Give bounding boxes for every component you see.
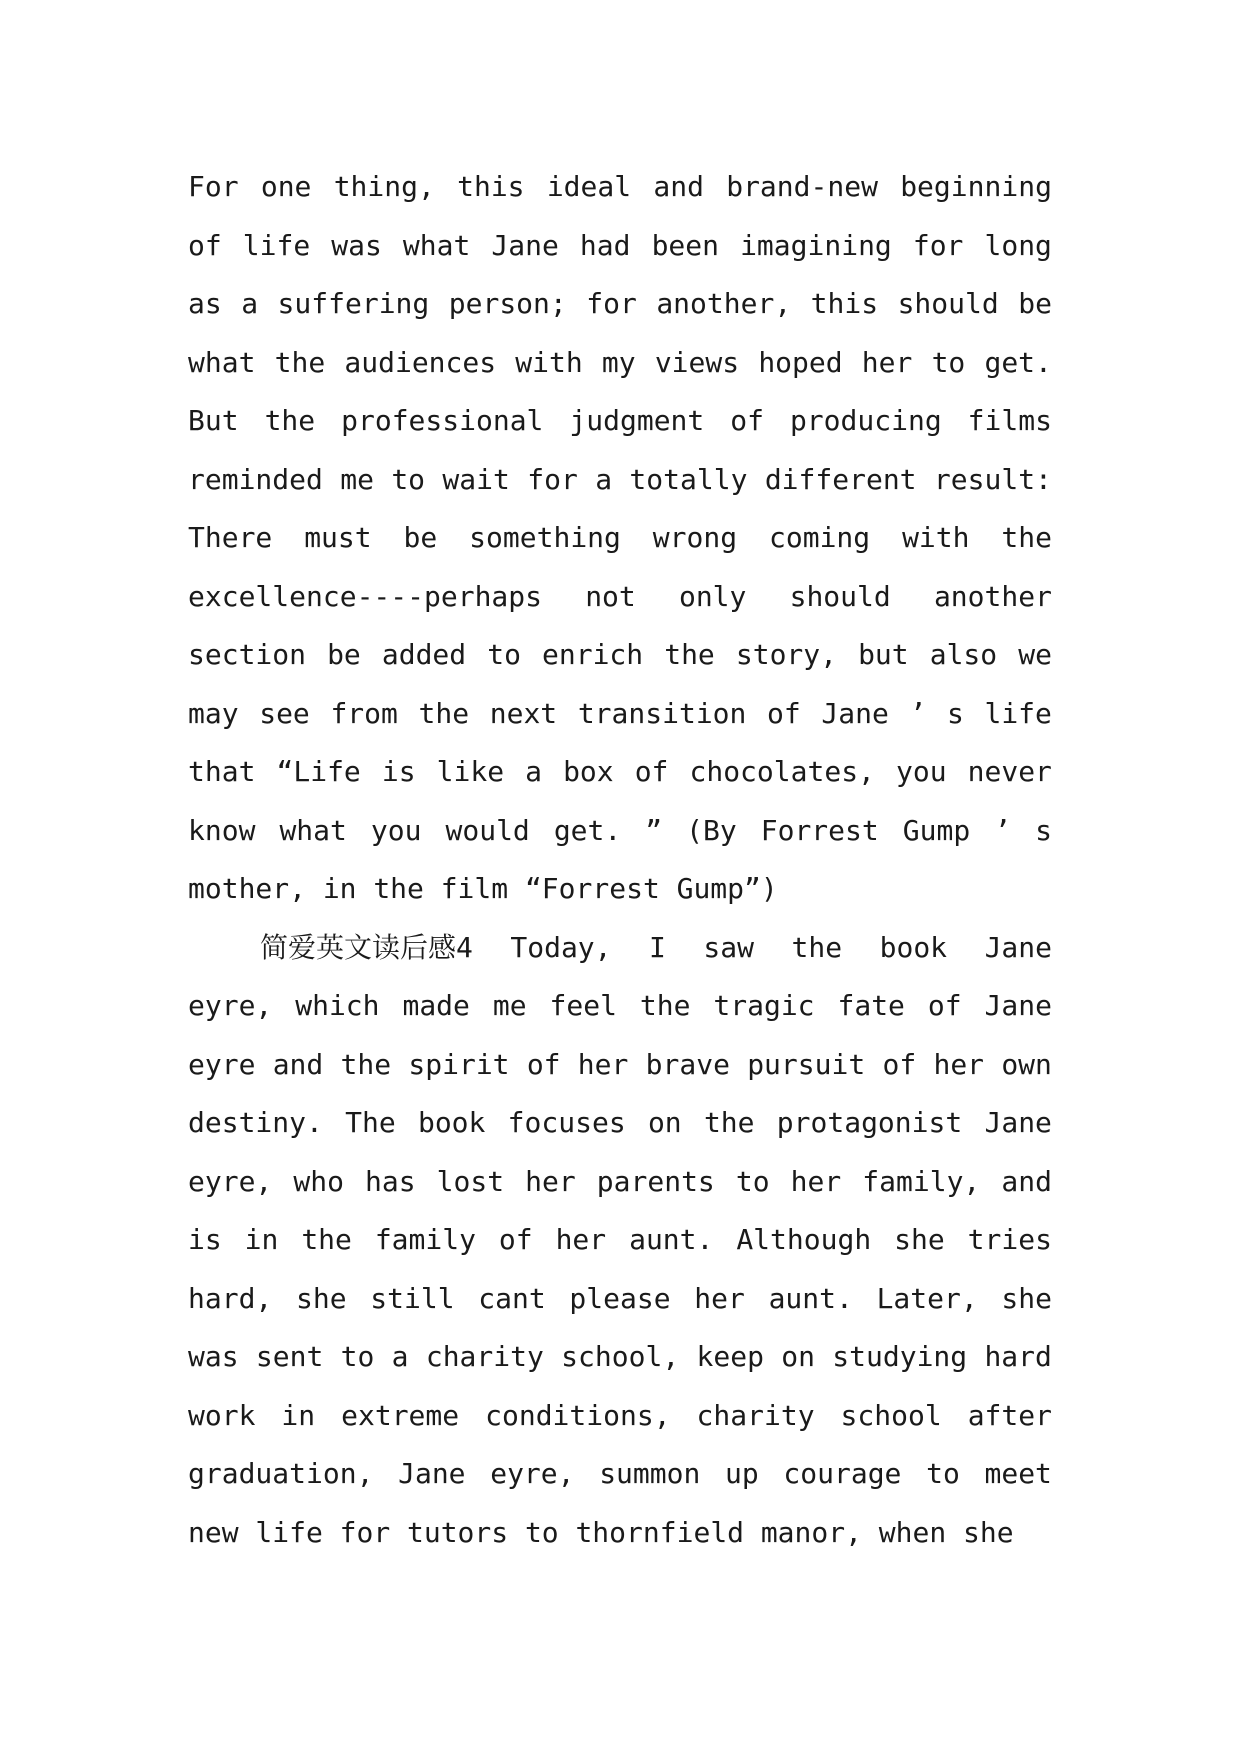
word: imagining xyxy=(740,228,892,262)
word: you xyxy=(895,755,947,788)
word: has xyxy=(365,1164,416,1198)
word: a xyxy=(595,462,613,496)
word: audiences xyxy=(344,345,497,379)
word: ” xyxy=(645,813,663,847)
word: aunt. xyxy=(629,1223,714,1256)
word: please xyxy=(569,1281,671,1315)
word: There xyxy=(188,521,273,554)
word: and xyxy=(653,170,704,203)
word: Gump”) xyxy=(676,872,778,905)
word: charity xyxy=(696,1398,815,1432)
text-line xyxy=(188,509,1052,568)
word: is xyxy=(188,1223,222,1256)
text-line xyxy=(188,217,1052,276)
text-line xyxy=(188,1153,1052,1212)
word: “Life xyxy=(276,755,361,788)
text-line xyxy=(188,919,1052,978)
word: new xyxy=(188,1515,239,1549)
word: for xyxy=(586,287,637,320)
word: film xyxy=(440,872,509,905)
word: her xyxy=(555,1223,607,1256)
text-line xyxy=(188,158,1052,217)
word: I xyxy=(649,930,666,964)
word: see xyxy=(259,696,310,730)
word: brave xyxy=(645,1047,730,1081)
word: of xyxy=(498,1223,533,1256)
word: the xyxy=(301,1223,352,1256)
text-line xyxy=(188,1036,1052,1095)
word: me xyxy=(340,462,374,496)
word: studying xyxy=(832,1340,968,1373)
word: Jane xyxy=(821,696,889,730)
word: person; xyxy=(448,287,567,320)
word: something xyxy=(469,521,621,554)
word: should xyxy=(897,287,999,320)
word: my xyxy=(601,345,636,379)
word: beginning xyxy=(900,170,1052,203)
word: her xyxy=(577,1047,629,1081)
word: of xyxy=(767,696,801,730)
word: hoped xyxy=(758,345,843,379)
word: her xyxy=(861,345,913,379)
word: But xyxy=(188,404,239,437)
word: pursuit xyxy=(747,1047,866,1081)
word: was xyxy=(331,228,382,262)
text-line xyxy=(188,392,1052,451)
word: fate xyxy=(837,989,905,1022)
word: 简爱英文读后感4 xyxy=(260,930,473,964)
word: views xyxy=(654,345,740,379)
text-line xyxy=(188,860,1052,919)
word: on xyxy=(781,1340,815,1373)
body-text xyxy=(188,158,1052,1562)
word: from xyxy=(330,696,398,730)
word: ideal xyxy=(546,170,632,203)
word: life xyxy=(255,1515,323,1549)
word: added xyxy=(381,638,467,671)
word: must xyxy=(304,521,372,554)
word: (By xyxy=(686,813,737,847)
word: section xyxy=(188,638,307,671)
text-line xyxy=(188,1445,1052,1504)
word: wait xyxy=(442,462,510,496)
word: eyre, xyxy=(188,1164,273,1198)
word: in xyxy=(322,872,357,905)
word: Later, xyxy=(876,1281,978,1315)
word: tutors xyxy=(406,1515,509,1549)
word: should xyxy=(789,579,891,613)
word: her xyxy=(933,1047,985,1081)
word: cant xyxy=(478,1281,546,1315)
word: protagonist xyxy=(776,1106,963,1139)
word: long xyxy=(984,228,1052,262)
word: may xyxy=(188,696,239,730)
word: the xyxy=(340,1047,392,1081)
word: of xyxy=(188,228,222,262)
word: films xyxy=(967,404,1052,437)
word: as xyxy=(188,287,222,320)
word: producing xyxy=(789,404,942,437)
word: eyre, xyxy=(490,1457,575,1490)
word: is xyxy=(381,755,416,788)
word: her xyxy=(790,1164,842,1198)
word: family xyxy=(374,1223,476,1256)
word: parents xyxy=(596,1164,715,1198)
word: with xyxy=(515,345,583,379)
word: summon xyxy=(599,1457,701,1490)
word: of xyxy=(730,404,764,437)
text-line xyxy=(188,802,1052,861)
word: she xyxy=(1001,1281,1052,1315)
word: was xyxy=(188,1340,239,1373)
word: suffering xyxy=(277,287,430,320)
word: would xyxy=(445,813,530,847)
word: charity xyxy=(425,1340,544,1373)
word: feel xyxy=(549,989,617,1022)
word: never xyxy=(967,755,1052,788)
text-line xyxy=(188,1328,1052,1387)
text-line xyxy=(188,1387,1052,1446)
word: s xyxy=(1035,813,1052,847)
word: mother, xyxy=(188,872,307,905)
word: what xyxy=(402,228,471,262)
word: school xyxy=(840,1398,942,1432)
word: Jane xyxy=(491,228,559,262)
text-line xyxy=(188,568,1052,627)
word: transition xyxy=(577,696,747,730)
word: another, xyxy=(656,287,792,320)
text-line xyxy=(188,1504,1052,1563)
word: book xyxy=(417,1106,486,1139)
word: to xyxy=(524,1515,559,1549)
word: not xyxy=(585,579,636,613)
word: for xyxy=(339,1515,391,1549)
word: she xyxy=(296,1281,347,1315)
text-line xyxy=(188,685,1052,744)
word: of xyxy=(634,755,669,788)
word: what xyxy=(188,345,256,379)
word: ’ xyxy=(909,696,927,730)
word: know xyxy=(188,813,256,847)
word: hard, xyxy=(188,1281,273,1315)
word: next xyxy=(489,696,558,730)
word: after xyxy=(967,1398,1052,1432)
word: eyre, xyxy=(188,989,273,1022)
word: you xyxy=(370,813,422,847)
word: a xyxy=(525,755,542,788)
paragraph-container xyxy=(188,158,1052,1562)
word: tries xyxy=(967,1223,1052,1256)
word: totally xyxy=(629,462,748,496)
word: chocolates, xyxy=(689,755,875,788)
text-line xyxy=(188,977,1052,1036)
word: result: xyxy=(933,462,1052,496)
word: Jane xyxy=(984,1106,1052,1139)
word: Gump xyxy=(902,813,971,847)
word: and xyxy=(272,1047,324,1081)
word: courage xyxy=(783,1457,902,1490)
word: on xyxy=(647,1106,682,1139)
word: the xyxy=(791,930,843,964)
word: to xyxy=(487,638,521,671)
text-line xyxy=(188,1211,1052,1270)
word: like xyxy=(436,755,505,788)
word: Today, xyxy=(510,930,612,964)
word: this xyxy=(810,287,879,320)
word: excellence----perhaps xyxy=(188,579,543,613)
word: work xyxy=(188,1398,256,1432)
text-line xyxy=(188,626,1052,685)
word: Although xyxy=(736,1223,872,1256)
word: up xyxy=(725,1457,759,1490)
word: tragic xyxy=(713,989,815,1022)
word: of xyxy=(526,1047,561,1081)
word: spirit xyxy=(408,1047,510,1081)
word: be xyxy=(1018,287,1052,320)
word: for xyxy=(912,228,964,262)
word: who xyxy=(293,1164,344,1198)
word: graduation, xyxy=(188,1457,374,1490)
word: to xyxy=(735,1164,770,1198)
word: still xyxy=(370,1281,455,1315)
word: eyre xyxy=(188,1047,256,1081)
word: to xyxy=(340,1340,375,1373)
word: sent xyxy=(255,1340,324,1373)
word: the xyxy=(264,404,316,437)
word: she xyxy=(894,1223,945,1256)
word: focuses xyxy=(507,1106,626,1139)
word: this xyxy=(457,170,525,203)
word: a xyxy=(241,287,259,320)
word: be xyxy=(327,638,361,671)
word: the xyxy=(418,696,470,730)
word: s xyxy=(946,696,964,730)
word: the xyxy=(1001,521,1052,554)
word: life xyxy=(984,696,1052,730)
word: book xyxy=(879,930,948,964)
word: thing, xyxy=(333,170,435,203)
word: been xyxy=(651,228,719,262)
word: manor, xyxy=(760,1515,862,1549)
word: enrich xyxy=(542,638,644,671)
word: one xyxy=(260,170,312,203)
word: to xyxy=(931,345,966,379)
word: saw xyxy=(703,930,754,964)
text-line xyxy=(188,1094,1052,1153)
word: life xyxy=(242,228,311,262)
word: in xyxy=(281,1398,316,1432)
word: another xyxy=(933,579,1052,613)
word: the xyxy=(664,638,715,671)
word: the xyxy=(703,1106,755,1139)
word: me xyxy=(492,989,527,1022)
word: only xyxy=(678,579,747,613)
word: brand-new xyxy=(726,170,878,203)
word: destiny. xyxy=(188,1106,323,1139)
word: hard xyxy=(984,1340,1052,1373)
word: conditions, xyxy=(485,1398,671,1432)
word: her xyxy=(694,1281,745,1315)
word: Jane xyxy=(984,989,1052,1022)
text-line xyxy=(188,334,1052,393)
word: but xyxy=(858,638,909,671)
word: when xyxy=(878,1515,947,1549)
word: that xyxy=(188,755,256,788)
word: her xyxy=(525,1164,576,1198)
word: lost xyxy=(436,1164,505,1198)
word: Forrest xyxy=(760,813,879,847)
word: reminded xyxy=(188,462,323,496)
word: different xyxy=(764,462,917,496)
word: box xyxy=(563,755,614,788)
word: of xyxy=(882,1047,917,1081)
word: to xyxy=(926,1457,960,1490)
text-line xyxy=(188,1270,1052,1329)
word: made xyxy=(402,989,470,1022)
word: the xyxy=(639,989,691,1022)
word: “Forrest xyxy=(524,872,660,905)
word: The xyxy=(345,1106,396,1139)
word: of xyxy=(927,989,962,1022)
word: school, xyxy=(561,1340,680,1373)
text-line xyxy=(188,451,1052,510)
word: also xyxy=(929,638,998,671)
word: what xyxy=(279,813,347,847)
word: wrong xyxy=(652,521,738,554)
word: the xyxy=(274,345,326,379)
word: family, xyxy=(862,1164,981,1198)
word: aunt. xyxy=(768,1281,853,1315)
word: get. xyxy=(984,345,1052,379)
word: a xyxy=(391,1340,409,1373)
word: thornfield xyxy=(575,1515,745,1549)
word: and xyxy=(1001,1164,1052,1198)
word: which xyxy=(295,989,380,1022)
word: be xyxy=(403,521,438,554)
word: keep xyxy=(696,1340,764,1373)
word: professional xyxy=(341,404,544,437)
word: get. xyxy=(553,813,622,847)
paragraph xyxy=(188,158,1052,919)
word: judgment xyxy=(569,404,705,437)
text-line xyxy=(188,743,1052,802)
word: the xyxy=(373,872,424,905)
paragraph xyxy=(188,919,1052,1563)
text-line xyxy=(188,275,1052,334)
word: ’ xyxy=(994,813,1012,847)
word: had xyxy=(579,228,631,262)
word: in xyxy=(244,1223,279,1256)
word: with xyxy=(902,521,970,554)
word: we xyxy=(1018,638,1052,671)
word: for xyxy=(527,462,578,496)
word: to xyxy=(391,462,426,496)
word: own xyxy=(1001,1047,1052,1081)
word: Jane xyxy=(398,1457,466,1490)
word: story, xyxy=(735,638,838,671)
word: Jane xyxy=(984,930,1052,964)
word: coming xyxy=(769,521,871,554)
word: meet xyxy=(984,1457,1052,1490)
word: For xyxy=(188,170,239,203)
word: extreme xyxy=(341,1398,460,1432)
word: she xyxy=(963,1515,1014,1549)
